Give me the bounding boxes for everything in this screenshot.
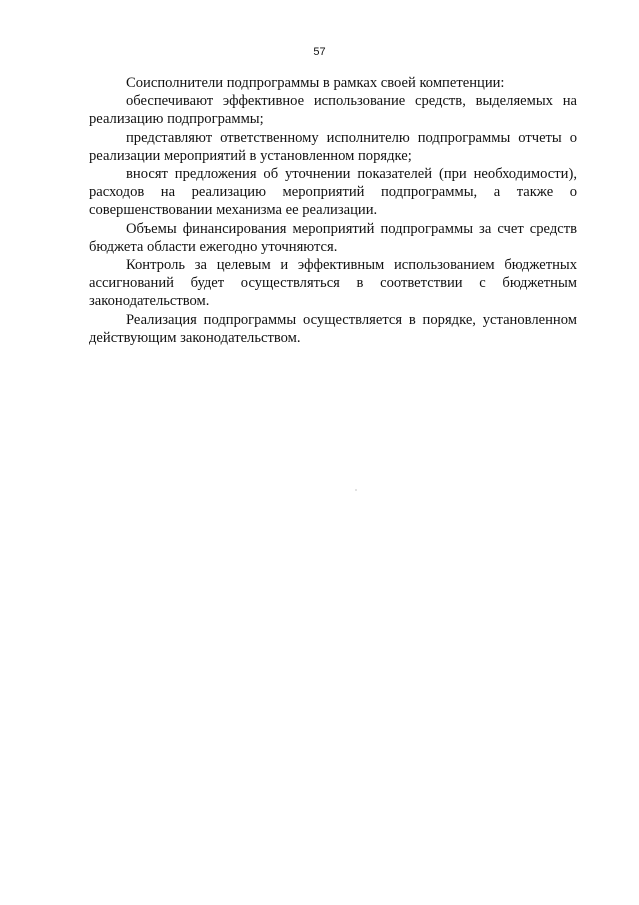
paragraph-co-executors-intro: Соисполнители подпрограммы в рамках своей компетенции: (126, 75, 505, 91)
document-body (89, 74, 577, 347)
paragraph-funding-volumes: Объемы финансирования мероприятий подпрограммы за счет средств бюджета области ежегодно уточняются. (89, 220, 577, 255)
paragraph-implementation: Реализация подпрограммы осуществляется в порядке, установленном действующим законодательством. (89, 311, 577, 346)
paragraph-control: Контроль за целевым и эффективным использованием бюджетных ассигнований будет осуществляться в соответствии с бюджетным законодательством. (89, 257, 577, 310)
paragraph-efficient-use: обеспечивают эффективное использование средств, выделяемых на реализацию подпрограммы; (89, 93, 577, 128)
paragraph-proposals: вносят предложения об уточнении показателей (при необходимости), расходов на реализацию мероприятий подпрограммы, а также о совершенствовании механизма ее реализации. (89, 166, 577, 219)
paragraph-reports: представляют ответственному исполнителю подпрограммы отчеты о реализации мероприятий в установленном порядке; (89, 129, 577, 164)
page-number: 57 (313, 46, 326, 58)
scan-speck (355, 489, 357, 491)
